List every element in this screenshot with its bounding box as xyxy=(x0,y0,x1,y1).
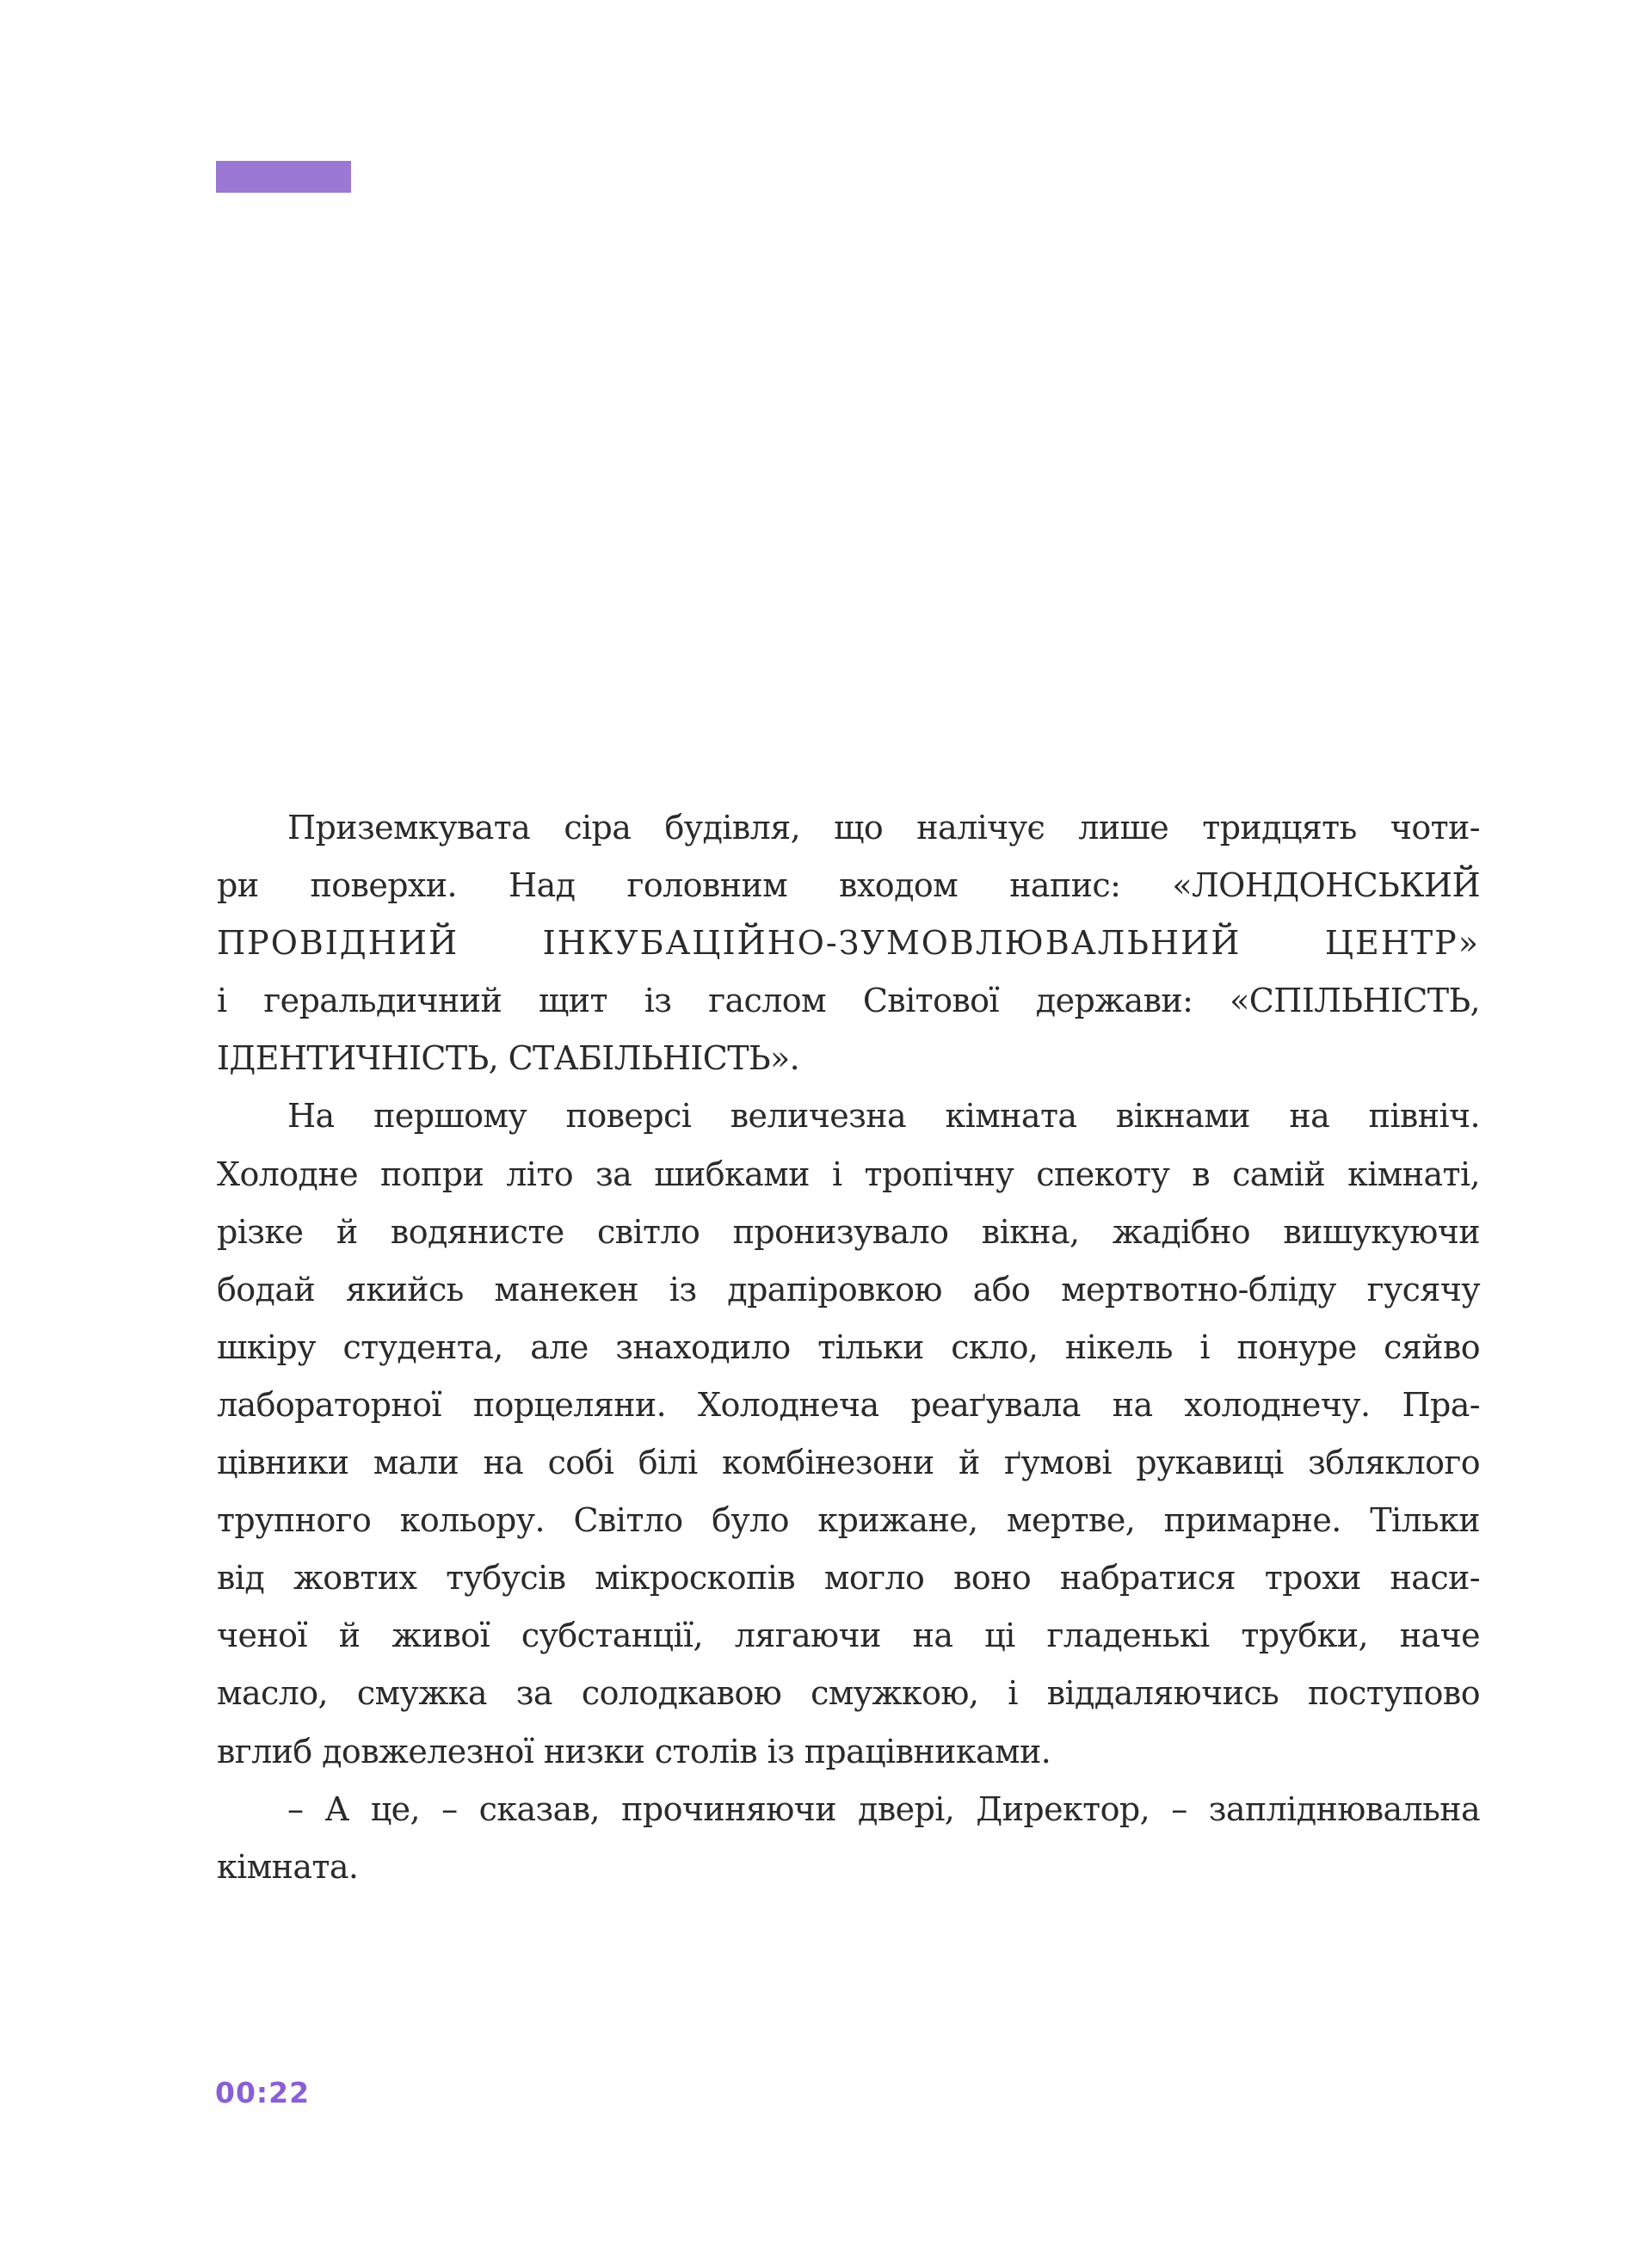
body-text xyxy=(217,799,1480,1896)
text-line: вглиб довжелезної низки столів із працівниками. xyxy=(217,1732,1051,1770)
text-line: кімната. xyxy=(217,1847,359,1886)
text-line: лабораторної порцеляни. Холоднеча реаґувала на холоднечу. Пра- xyxy=(217,1385,1480,1424)
text-line: – А це, – сказав, прочиняючи двері, Директор, – запліднювальна xyxy=(287,1789,1480,1828)
paragraph-3 xyxy=(217,1781,1480,1896)
paragraph-2 xyxy=(217,1087,1480,1780)
chapter-accent-bar xyxy=(216,161,351,193)
text-line: Холодне попри літо за шибками і тропічну спекоту в самій кімнаті, xyxy=(217,1155,1480,1193)
text-line: трупного кольору. Світло було крижане, мертве, примарне. Тільки xyxy=(217,1501,1480,1540)
page-number: 00:22 xyxy=(215,2076,311,2109)
text-line: масло, смужка за солодкавою смужкою, і віддаляючись поступово xyxy=(217,1674,1480,1713)
text-line: цівники мали на собі білі комбінезони й ґумові рукавиці збляклого xyxy=(217,1444,1480,1482)
text-line: різке й водянисте світло пронизувало вікна, жадібно вишукуючи xyxy=(217,1212,1480,1251)
text-line: ченої й живої субстанції, лягаючи на ці гладенькі трубки, наче xyxy=(217,1616,1480,1655)
text-line: і геральдичний щит із гаслом Світової держави: «СПІЛЬНІСТЬ, xyxy=(217,982,1480,1020)
text-line: ПРОВІДНИЙ ІНКУБАЦІЙНО-ЗУМОВЛЮВАЛЬНИЙ ЦЕНТР» xyxy=(217,924,1480,963)
paragraph-1 xyxy=(217,799,1480,1087)
text-line: ІДЕНТИЧНІСТЬ, СТАБІЛЬНІСТЬ». xyxy=(217,1039,800,1078)
text-line: На першому поверсі величезна кімната вікнами на північ. xyxy=(287,1097,1480,1136)
text-line: шкіру студента, але знаходило тільки скло, нікель і понуре сяйво xyxy=(217,1327,1480,1366)
text-line: від жовтих тубусів мікроскопів могло воно набратися трохи наси- xyxy=(217,1559,1480,1598)
text-line: Приземкувата сіра будівля, що налічує лише тридцять чоти- xyxy=(287,809,1480,847)
text-line: ри поверхи. Над головним входом напис: «ЛОНДОНСЬКИЙ xyxy=(217,866,1480,905)
text-line: бодай якийсь манекен із драпіровкою або мертвотно-бліду гусячу xyxy=(217,1270,1480,1309)
